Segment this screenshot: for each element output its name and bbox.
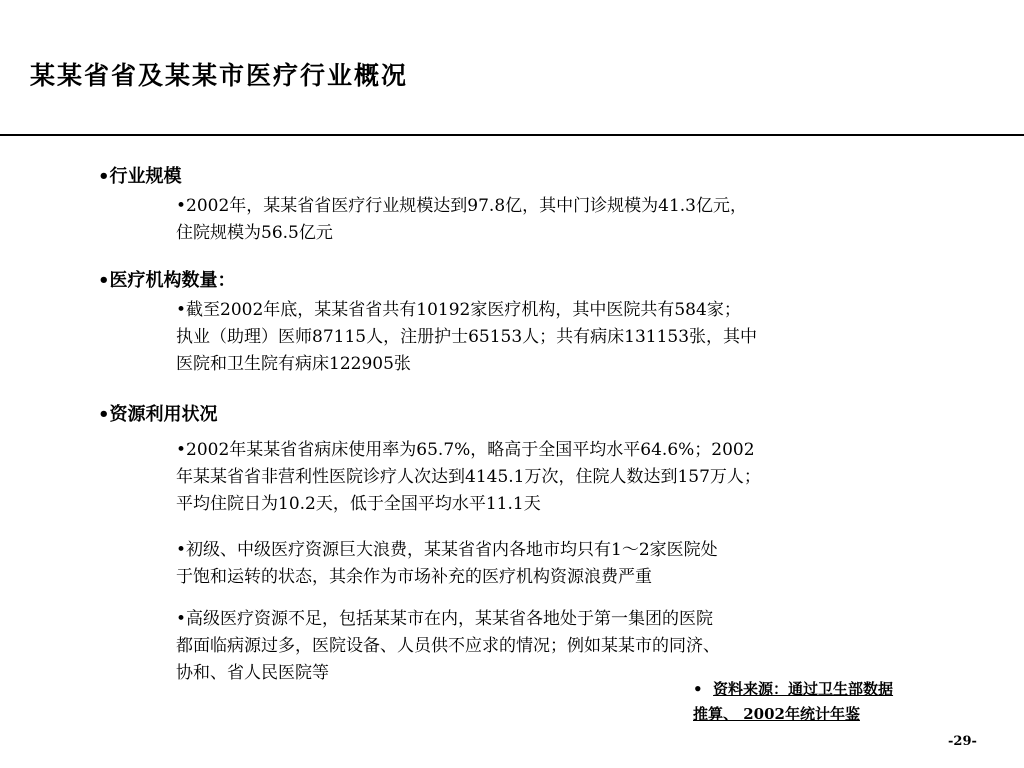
text-line: 于饱和运转的状态，其余作为市场补充的医疗机构资源浪费严重	[176, 567, 652, 587]
text-line: 执业（助理）医师87115人，注册护士65153人；共有病床131153张，其中	[176, 327, 758, 347]
bullet-institution-count	[176, 297, 916, 378]
slide-title: 某某省省及某某市医疗行业概况	[30, 61, 409, 90]
section-heading-resource-utilization: •资源利用状况	[98, 404, 218, 425]
text-line: 平均住院日为10.2天，低于全国平均水平11.1天	[176, 494, 541, 514]
source-text-line: 推算、 2002年统计年鉴	[693, 705, 860, 723]
source-bullet: •	[693, 680, 703, 698]
text-line: 医院和卫生院有病床122905张	[176, 354, 411, 374]
bullet-resource-waste	[176, 537, 916, 591]
page-number: -29-	[948, 734, 977, 749]
bullet-resource-shortage	[176, 606, 916, 687]
bullet-bed-utilization	[176, 437, 916, 518]
text-line: 年某某省省非营利性医院诊疗人次达到4145.1万次，住院人数达到157万人；	[176, 467, 761, 487]
bullet-industry-scale	[176, 193, 916, 247]
source-note	[693, 677, 893, 727]
source-text-line: 资料来源：通过卫生部数据	[713, 680, 894, 698]
text-line: 住院规模为56.5亿元	[176, 223, 333, 243]
text-line: •2002年，某某省省医疗行业规模达到97.8亿，其中门诊规模为41.3亿元，	[176, 196, 747, 216]
text-line: •初级、中级医疗资源巨大浪费，某某省省内各地市均只有1～2家医院处	[176, 540, 718, 560]
section-heading-institution-count: •医疗机构数量：	[98, 270, 236, 291]
section-heading-industry-scale: •行业规模	[98, 166, 182, 187]
text-line: 协和、省人民医院等	[176, 663, 329, 683]
text-line: •截至2002年底，某某省省共有10192家医疗机构，其中医院共有584家；	[176, 300, 741, 320]
text-line: •高级医疗资源不足，包括某某市在内，某某省各地处于第一集团的医院	[176, 609, 714, 629]
text-line: 都面临病源过多，医院设备、人员供不应求的情况；例如某某市的同济、	[176, 636, 720, 656]
text-line: •2002年某某省省病床使用率为65.7%，略高于全国平均水平64.6%；2002	[176, 440, 755, 460]
